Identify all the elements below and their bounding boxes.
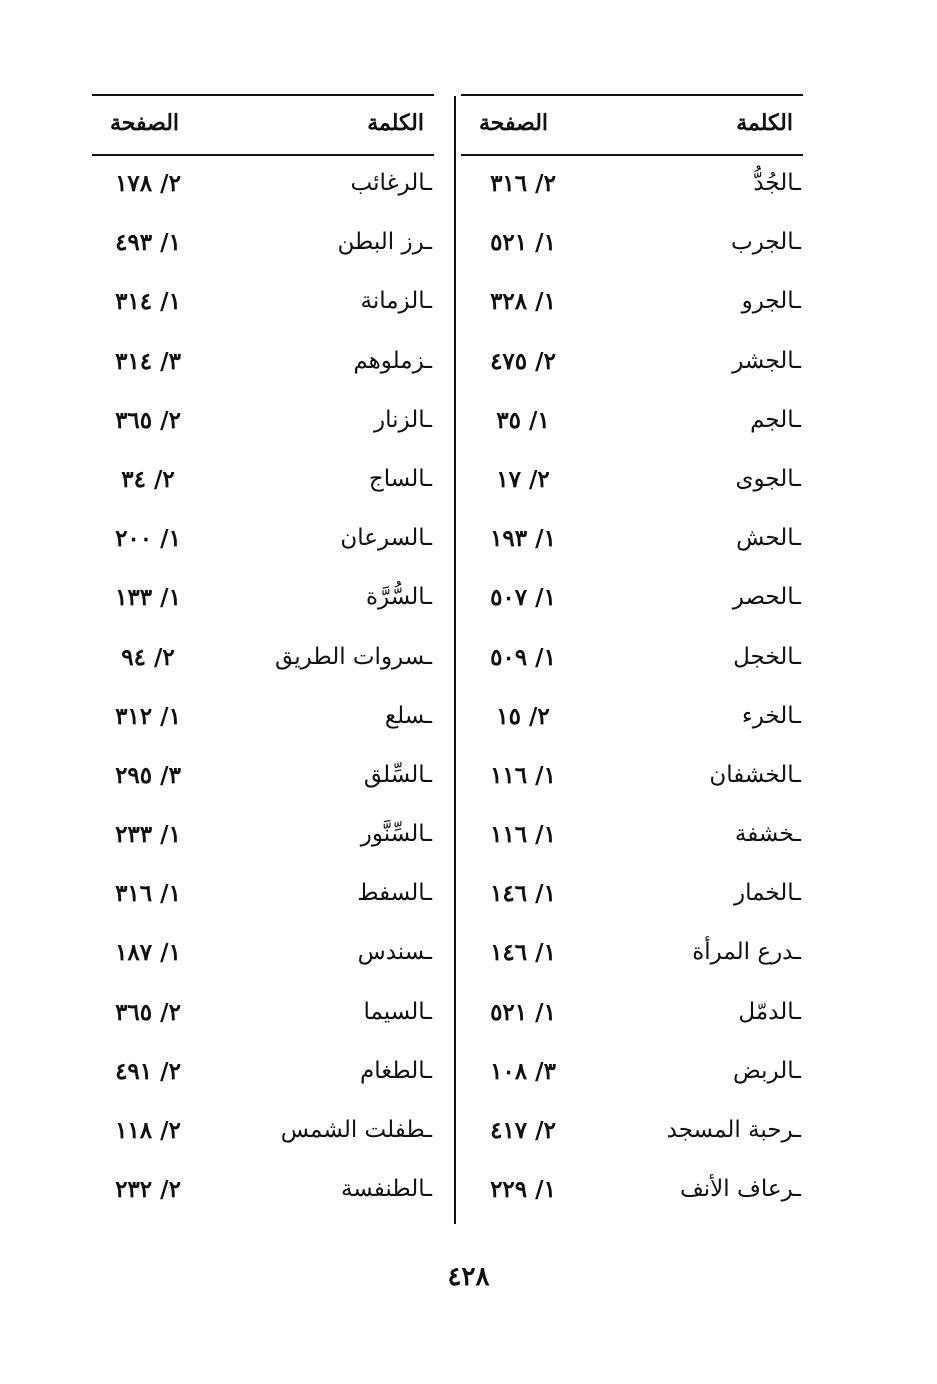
- index-page-ref: ١/ ١١٦: [490, 761, 556, 789]
- index-rows: [461, 156, 803, 1221]
- index-row: [92, 866, 434, 925]
- index-page-ref: ١/ ٣٢٨: [490, 288, 556, 316]
- index-word: ـالخمار: [733, 880, 801, 907]
- index-page-ref: ١/ ٥٢١: [490, 229, 556, 257]
- index-row: [461, 1044, 803, 1103]
- index-page-ref: ٢/ ٤١٧: [490, 1117, 556, 1144]
- index-word: ـطفلت الشمس: [280, 1117, 432, 1143]
- index-page-ref: ١/ ٣١٤: [115, 288, 181, 316]
- index-word: ـالجوى: [735, 465, 801, 492]
- index-row: [92, 630, 434, 689]
- index-word: ـالسُّرَّة: [365, 584, 432, 611]
- index-page-ref: ١/ ١٤٦: [490, 939, 556, 967]
- index-row: [92, 1162, 434, 1221]
- index-word: ـالخشفان: [709, 761, 801, 788]
- index-page-ref: ١/ ١٤٦: [490, 880, 556, 908]
- header-page: الصفحة: [479, 110, 549, 136]
- index-word: ـالجُدُّ: [753, 170, 801, 196]
- index-row: [92, 807, 434, 866]
- index-page-ref: ٣/ ١٠٨: [490, 1057, 556, 1085]
- index-row: [92, 985, 434, 1044]
- index-word: ـالسفط: [357, 880, 432, 907]
- index-row: [461, 393, 803, 452]
- index-word: ـالسِّنَّور: [360, 821, 432, 848]
- index-page-ref: ١/ ٥٠٩: [490, 643, 556, 671]
- index-page-ref: ١/ ٤٩٣: [115, 229, 181, 257]
- index-page-ref: ٢/ ١٧: [496, 465, 550, 493]
- index-row: [92, 511, 434, 570]
- index-word: ـالطنفسة: [340, 1176, 432, 1203]
- index-row: [461, 511, 803, 570]
- index-word: ـالجم: [750, 406, 801, 433]
- index-row: [461, 748, 803, 807]
- index-row: [461, 274, 803, 333]
- column-header: [461, 96, 803, 154]
- index-word: ـرعاف الأنف: [679, 1176, 801, 1203]
- index-row: [92, 925, 434, 984]
- index-word: ـالدمّل: [738, 998, 801, 1025]
- index-page-ref: ١/ ١٩٣: [490, 525, 556, 553]
- index-page-ref: ١/ ١٣٣: [115, 584, 181, 612]
- index-page-ref: ١/ ١١٦: [490, 821, 556, 849]
- index-word: ـزملوهم: [353, 347, 432, 374]
- index-row: [92, 748, 434, 807]
- index-word: ـسلع: [384, 702, 432, 729]
- index-row: [461, 985, 803, 1044]
- index-row: [92, 452, 434, 511]
- header-word: الكلمة: [736, 110, 793, 136]
- index-page-ref: ١/ ٣٥: [496, 406, 550, 434]
- index-word: ـالسِّلق: [363, 761, 432, 788]
- index-word: ـالجرو: [741, 288, 801, 315]
- index-word: ـالزنار: [374, 406, 432, 433]
- index-word: ـالسرعان: [340, 525, 432, 552]
- index-page-ref: ٣/ ٣١٤: [115, 347, 181, 375]
- index-page-ref: ٢/ ١١٨: [115, 1117, 181, 1144]
- index-page-ref: ٢/ ١٥: [496, 702, 550, 730]
- index-word: ـالرغائب: [350, 170, 432, 196]
- index-page-ref: ٢/ ٣٦٥: [115, 406, 181, 434]
- index-page-ref: ٢/ ٤٩١: [115, 1057, 181, 1085]
- index-row: [461, 334, 803, 393]
- index-page-ref: ٢/ ٣٤: [121, 465, 175, 493]
- index-page-ref: ١/ ٣١٢: [115, 702, 181, 730]
- index-word: ـدرع المرأة: [692, 939, 801, 966]
- index-page-ref: ٢/ ٩٤: [121, 643, 175, 671]
- index-row: [92, 393, 434, 452]
- index-row: [92, 1044, 434, 1103]
- index-row: [92, 570, 434, 629]
- index-row: [92, 215, 434, 274]
- index-page-ref: ٢/ ٣١٦: [490, 170, 556, 197]
- index-page-ref: ١/ ٢٣٣: [115, 821, 181, 849]
- index-column-right: [461, 94, 803, 1221]
- index-word: ـرز البطن: [337, 229, 432, 256]
- index-row: [461, 807, 803, 866]
- page-number: ٤٢٨: [447, 1262, 490, 1292]
- index-word: ـالساج: [368, 465, 432, 492]
- index-row: [92, 156, 434, 215]
- index-page-ref: ١/ ٢٠٠: [115, 525, 181, 553]
- index-word: ـخشفة: [734, 821, 801, 848]
- index-word: ـالخرء: [741, 702, 801, 729]
- index-word: ـالحش: [736, 525, 801, 552]
- index-word: ـالطغام: [360, 1057, 432, 1084]
- index-row: [92, 274, 434, 333]
- index-word: ـالحصر: [732, 584, 801, 611]
- index-column-left: [92, 94, 434, 1221]
- index-page-ref: ١/ ٢٢٩: [490, 1176, 556, 1204]
- index-row: [92, 334, 434, 393]
- index-row: [92, 689, 434, 748]
- index-word: ـرحبة المسجد: [666, 1117, 801, 1143]
- index-page-ref: ٢/ ١٧٨: [115, 170, 181, 197]
- index-row: [461, 452, 803, 511]
- index-row: [92, 1103, 434, 1162]
- index-row: [461, 866, 803, 925]
- index-rows: [92, 156, 434, 1221]
- index-row: [461, 1103, 803, 1162]
- header-word: الكلمة: [367, 110, 424, 136]
- column-header: [92, 96, 434, 154]
- index-word: ـالخجل: [733, 643, 801, 670]
- index-row: [461, 689, 803, 748]
- index-page-ref: ١/ ٣١٦: [115, 880, 181, 908]
- header-page: الصفحة: [110, 110, 180, 136]
- index-word: ـالربض: [732, 1057, 801, 1084]
- index-page-ref: ١/ ١٨٧: [115, 939, 181, 967]
- index-page-ref: ٢/ ٢٣٢: [115, 1176, 181, 1204]
- index-word: ـالزمانة: [360, 288, 432, 315]
- column-divider: [454, 96, 456, 1224]
- index-page-ref: ٣/ ٢٩٥: [115, 761, 181, 789]
- index-row: [461, 925, 803, 984]
- index-word: ـالجشر: [732, 347, 801, 374]
- index-page-ref: ٢/ ٣٦٥: [115, 998, 181, 1026]
- index-word: ـسروات الطريق: [275, 643, 432, 670]
- index-word: ـالسيما: [363, 998, 432, 1025]
- index-row: [461, 630, 803, 689]
- index-word: ـالجرب: [731, 229, 801, 256]
- index-page-ref: ١/ ٥٠٧: [490, 584, 556, 612]
- index-row: [461, 1162, 803, 1221]
- index-page-ref: ١/ ٥٢١: [490, 998, 556, 1026]
- index-row: [461, 156, 803, 215]
- index-word: ـسندس: [357, 939, 432, 966]
- index-row: [461, 215, 803, 274]
- index-page-ref: ٢/ ٤٧٥: [490, 347, 556, 375]
- index-row: [461, 570, 803, 629]
